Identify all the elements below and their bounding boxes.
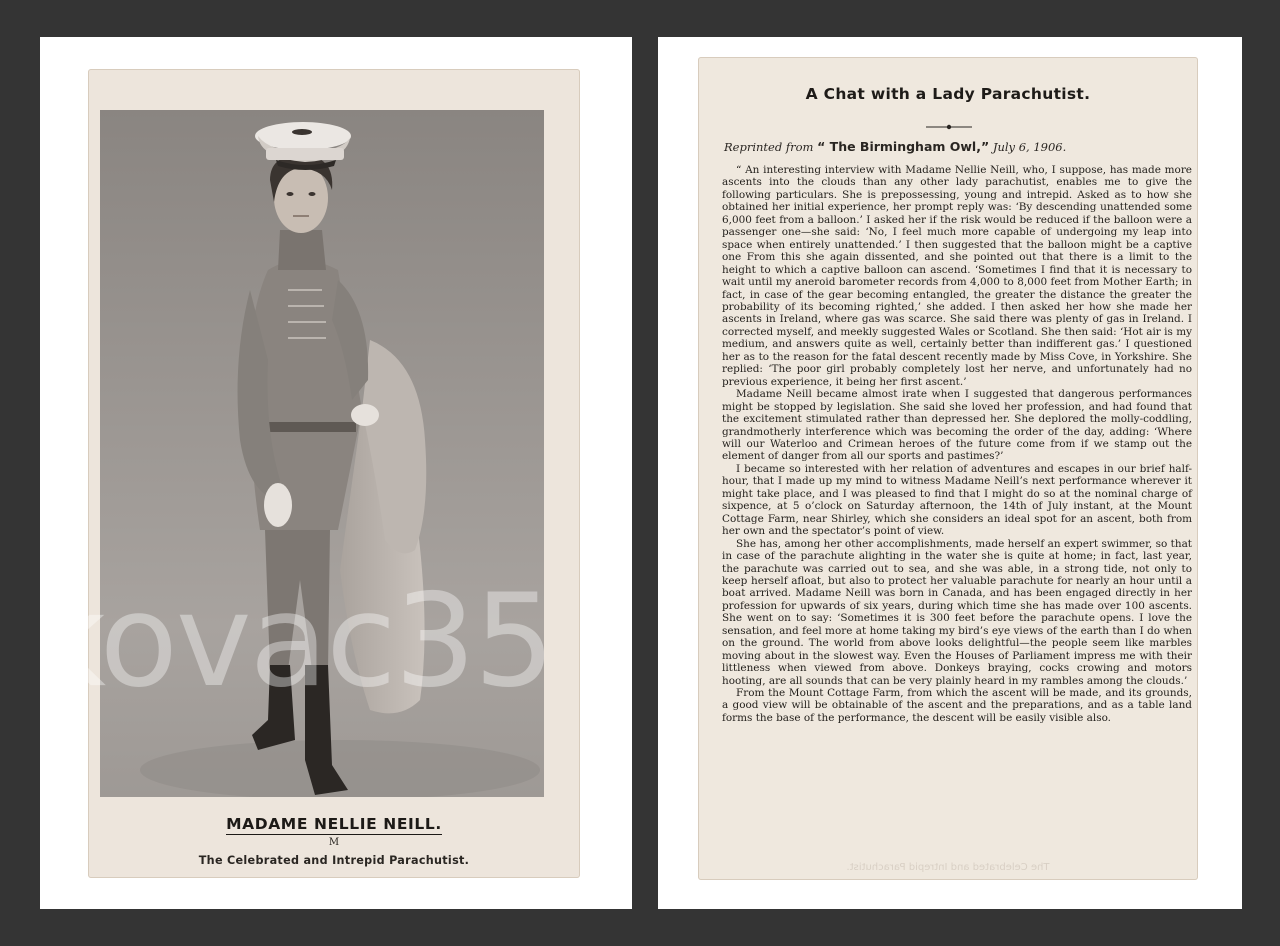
postcard-back-paper (698, 57, 1198, 880)
publication-name: “ The Birmingham Owl,” (817, 139, 990, 154)
divider-ornament-icon (926, 123, 972, 131)
caption-subtitle: The Celebrated and Intrepid Parachutist. (198, 854, 470, 867)
publication-date: July 6, 1906. (992, 140, 1067, 154)
publisher-monogram-icon: M (328, 837, 340, 848)
article-body (722, 164, 1192, 724)
show-through-text: The Celebrated and Intrepid Parachutist. (846, 862, 1050, 873)
article-title: A Chat with a Lady Parachutist. (805, 85, 1091, 103)
article-paragraph: She has, among her other accomplishments, made herself an expert swimmer, so that in case of the parachute alighting in the water she is quite at home; in fact, last year, the parachute was carried out to sea, and she was able, in a strong tide, not only to keep herself afloat, but also to protect her valuable parachute for nearly an hour until a boat arrived. Madame Neill was born in Canada, and has been engaged directly in her profession for upwards of six years, during which time she has made over 100 ascents. She went on to say: ‘Sometimes it is 300 feet before the parachute opens. I love the sensation, and feel more at home taking my bird’s eye views of the earth than I do when on the ground. The world from above looks delightful—the people seem like marbles moving about in the slowest way. Even the Houses of Parliament impress me with their littleness when viewed from above. Donkeys braying, cocks crowing and motors hooting, are all sounds that can be very plainly heard in my rambles among the clouds.’ (722, 537, 1192, 687)
caption-name: MADAME NELLIE NEILL. (226, 815, 442, 833)
postcard-back (658, 37, 1242, 909)
reprint-line (724, 139, 1184, 154)
article-paragraph: “ An interesting interview with Madame Nellie Neill, who, I suppose, has made more ascents into the clouds than any other lady parachutist, enables me to give the following particulars. She is prepossessing, young and intrepid. Asked as to how she obtained her initial experience, her prompt reply was: ‘By descending unattended some 6,000 feet from a balloon.’ I asked her if the risk would be reduced if the balloon were a passenger one—she said: ‘No, I feel much more capable of undergoing my leap into space when entirely unattended.’ I then suggested that the balloon might be a captive one From this she again dissented, and she pointed out that there is a limit to the height to which a captive balloon can ascend. ‘Sometimes I find that it is necessary to wait until my aneroid barometer records from 4,000 to 8,000 feet from Mother Earth; in fact, in case of the gear becoming entangled, the greater the distance the greater the probability of its becoming righted,’ she added. I then asked her how she made her ascents in Ireland, where gas was scarce. She said there was plenty of gas in Ireland. I corrected myself, and meekly suggested Wales or Scotland. She then said: ‘Hot air is my medium, and answers quite as well, certainly better than indifferent gas.’ I questioned her as to the reason for the fatal descent recently made by Miss Cove, in Yorkshire. She replied: ‘The poor girl probably completely lost her nerve, and unfortunately had no previous experience, it being her first ascent.’ (722, 164, 1192, 388)
postcard-front-paper (88, 69, 580, 878)
postcard-front (40, 37, 632, 909)
watermark: kovac35 (32, 567, 554, 716)
article-paragraph: I became so interested with her relation of adventures and escapes in our brief half-hour, that I made up my mind to witness Madame Neill’s next performance wherever it might take place, and I was pleased to find that I might do so at the nominal charge of sixpence, at 5 o’clock on Saturday afternoon, the 14th of July instant, at the Mount Cottage Farm, near Shirley, which she considers an ideal spot for an ascent, both from her own and the spectator’s point of view. (722, 462, 1192, 538)
article-paragraph: Madame Neill became almost irate when I suggested that dangerous performances might be stopped by legislation. She said she loved her profession, and had found that the excitement stimulated rather than depressed her. She deplored the molly-coddling, grandmotherly interference which was becoming the order of the day, adding: ‘Where will our Waterloo and Crimean heroes of the future come from if we stamp out the element of danger from all our sports and pastimes?’ (722, 388, 1192, 463)
reprint-prefix: Reprinted from (724, 140, 814, 154)
article-paragraph: From the Mount Cottage Farm, from which the ascent will be made, and its grounds, a good view will be obtainable of the ascent and the preparations, and as a table land forms the base of the performance, the descent will be easily visible also. (722, 687, 1192, 724)
